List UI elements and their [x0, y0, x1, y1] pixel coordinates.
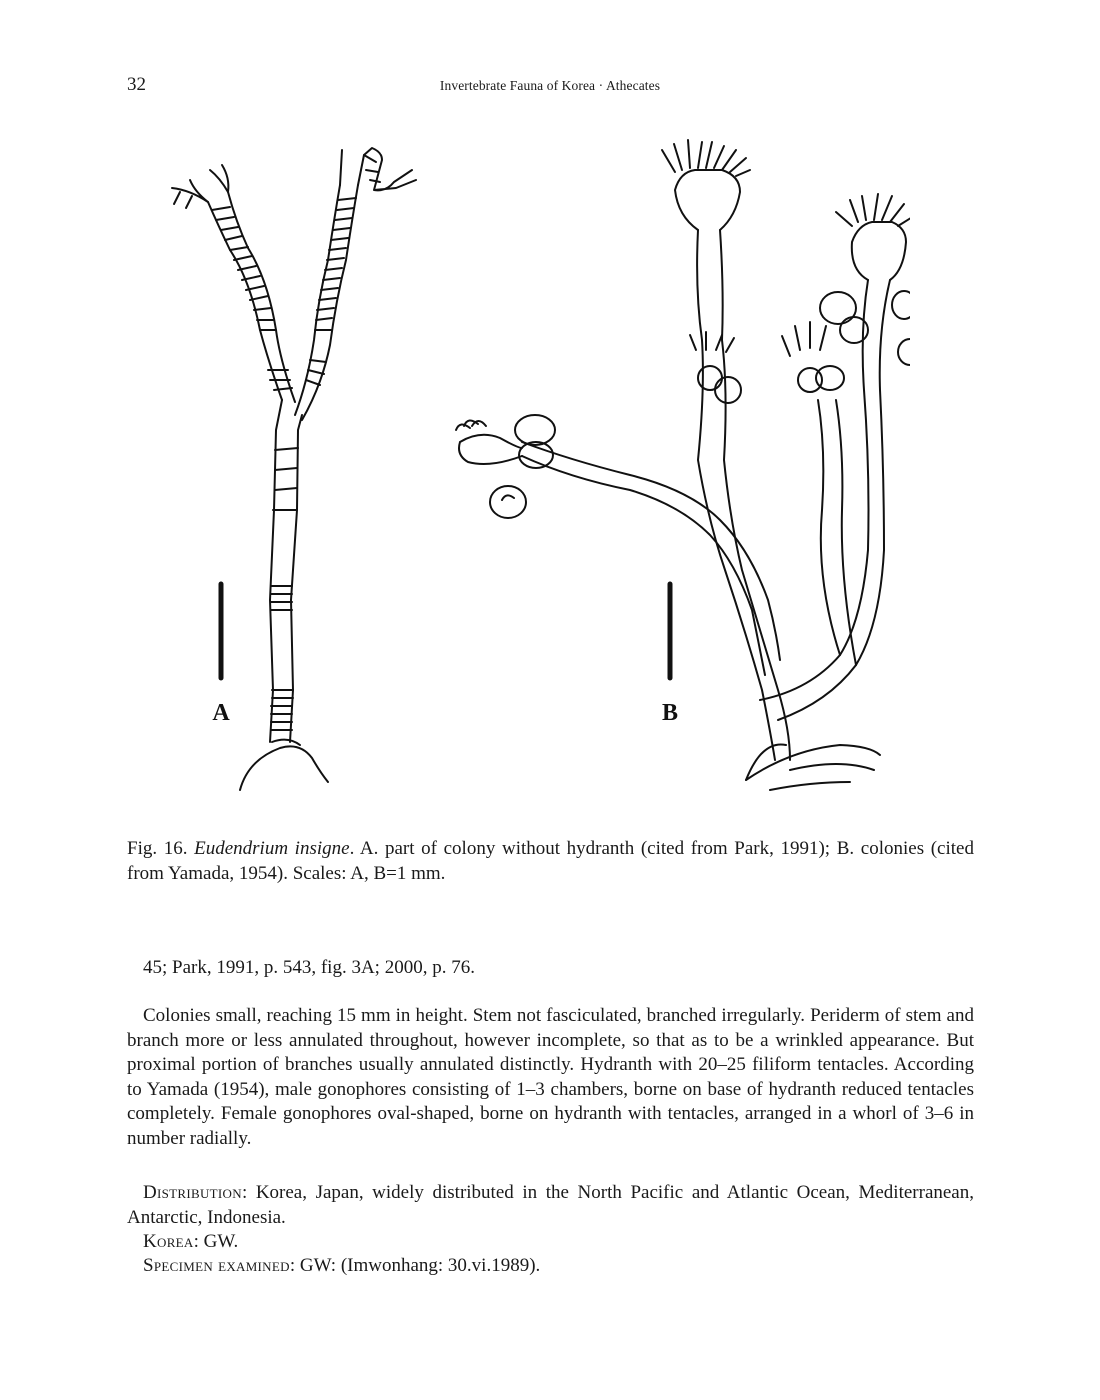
distribution-label: Distribution [143, 1182, 242, 1203]
caption-species: Eudendrium insigne [194, 838, 350, 859]
specimen-text: : GW: (Imwonhang: 30.vi.1989). [289, 1255, 541, 1276]
korea-line [127, 1230, 974, 1255]
references-line: 45; Park, 1991, p. 543, fig. 3A; 2000, p. 76. [143, 957, 475, 978]
distribution-text: : Korea, Japan, widely distributed in the North Pacific and Atlantic Ocean, Mediterranean, Antarctic, Indonesia. [127, 1182, 974, 1228]
panel-b-colony-drawing [456, 140, 910, 790]
panel-label-a: A [212, 700, 230, 726]
specimen-label: Specimen examined [143, 1255, 290, 1276]
figure-16 [150, 130, 910, 810]
figure-drawing [150, 130, 910, 810]
korea-label: Korea [143, 1231, 194, 1252]
running-header: Invertebrate Fauna of Korea · Athecates [439, 78, 661, 93]
panel-label-b: B [661, 700, 679, 726]
figure-caption [127, 836, 974, 886]
distribution-paragraph [127, 1181, 974, 1230]
specimen-line [127, 1254, 974, 1279]
caption-prefix: Fig. 16. [127, 838, 195, 859]
page-number: 32 [127, 74, 146, 95]
description-paragraph: Colonies small, reaching 15 mm in height. Stem not fasciculated, branched irregularly. Periderm of stem and branch more or less annulated throughout, however incomplete, so that as to be a wrinkled appearance. But proximal portion of branches usually annulated distinctly. Hydranth with 20–25 filiform tentacles. According to Yamada (1954), male gonophores consisting of 1–3 chambers, borne on base of hydranth reduced tentacles completely. Female gonophores oval-shaped, borne on hydranth with tentacles, arranged in a whorl of 3–6 in number radially. [127, 1005, 974, 1149]
korea-text: : GW. [193, 1231, 239, 1252]
caption-text: . A. part of colony without hydranth (cited from Park, 1991); B. colonies (cited from Yamada, 1954). Scales: A, B=1 mm. [127, 838, 974, 884]
panel-a-colony-drawing [172, 148, 416, 790]
